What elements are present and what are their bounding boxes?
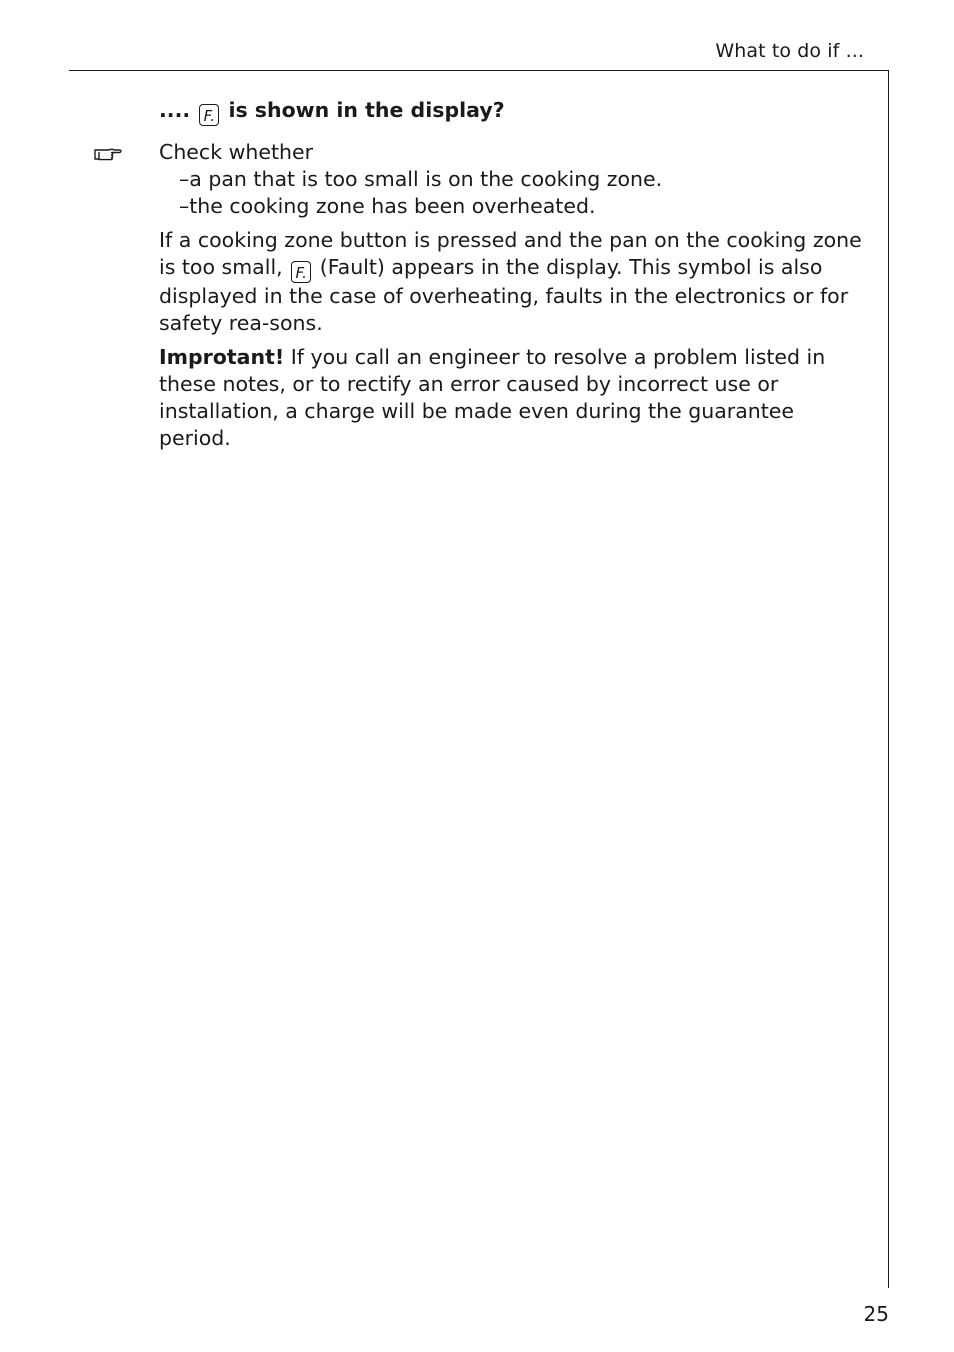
pointing-hand-icon: [93, 143, 123, 163]
important-label: Improtant!: [159, 345, 285, 369]
hint-block: [159, 139, 864, 220]
heading-prefix: ....: [159, 98, 191, 122]
check-item: –a pan that is too small is on the cooking zone.: [179, 167, 663, 191]
fault-explanation-paragraph: [159, 227, 864, 337]
important-text: If you call an engineer to resolve a problem listed in these notes, or to rectify an error caused by incorrect use or installation, a charge will be made even during the guarantee period.: [159, 345, 826, 450]
important-notice-paragraph: [159, 344, 864, 452]
paragraph1-after: (Fault) appears in the display. This symbol is also displayed in the case of overheating, faults in the electronics or for safety rea-sons.: [159, 255, 849, 335]
heading-text: is shown in the display?: [228, 98, 505, 122]
check-label: Check whether: [159, 140, 314, 164]
section-heading: [159, 97, 864, 126]
running-header: What to do if ...: [715, 40, 864, 62]
margin-rule: [888, 70, 889, 1288]
fault-display-icon: F.: [199, 104, 219, 126]
page-number: 25: [863, 1302, 889, 1326]
check-item: –the cooking zone has been overheated.: [179, 194, 596, 218]
header-rule: [69, 70, 889, 71]
main-content: [159, 97, 864, 452]
paragraph1-before: If a cooking zone button is pressed and the pan on the cooking zone is too small,: [159, 228, 862, 279]
fault-display-icon: F.: [291, 261, 311, 283]
